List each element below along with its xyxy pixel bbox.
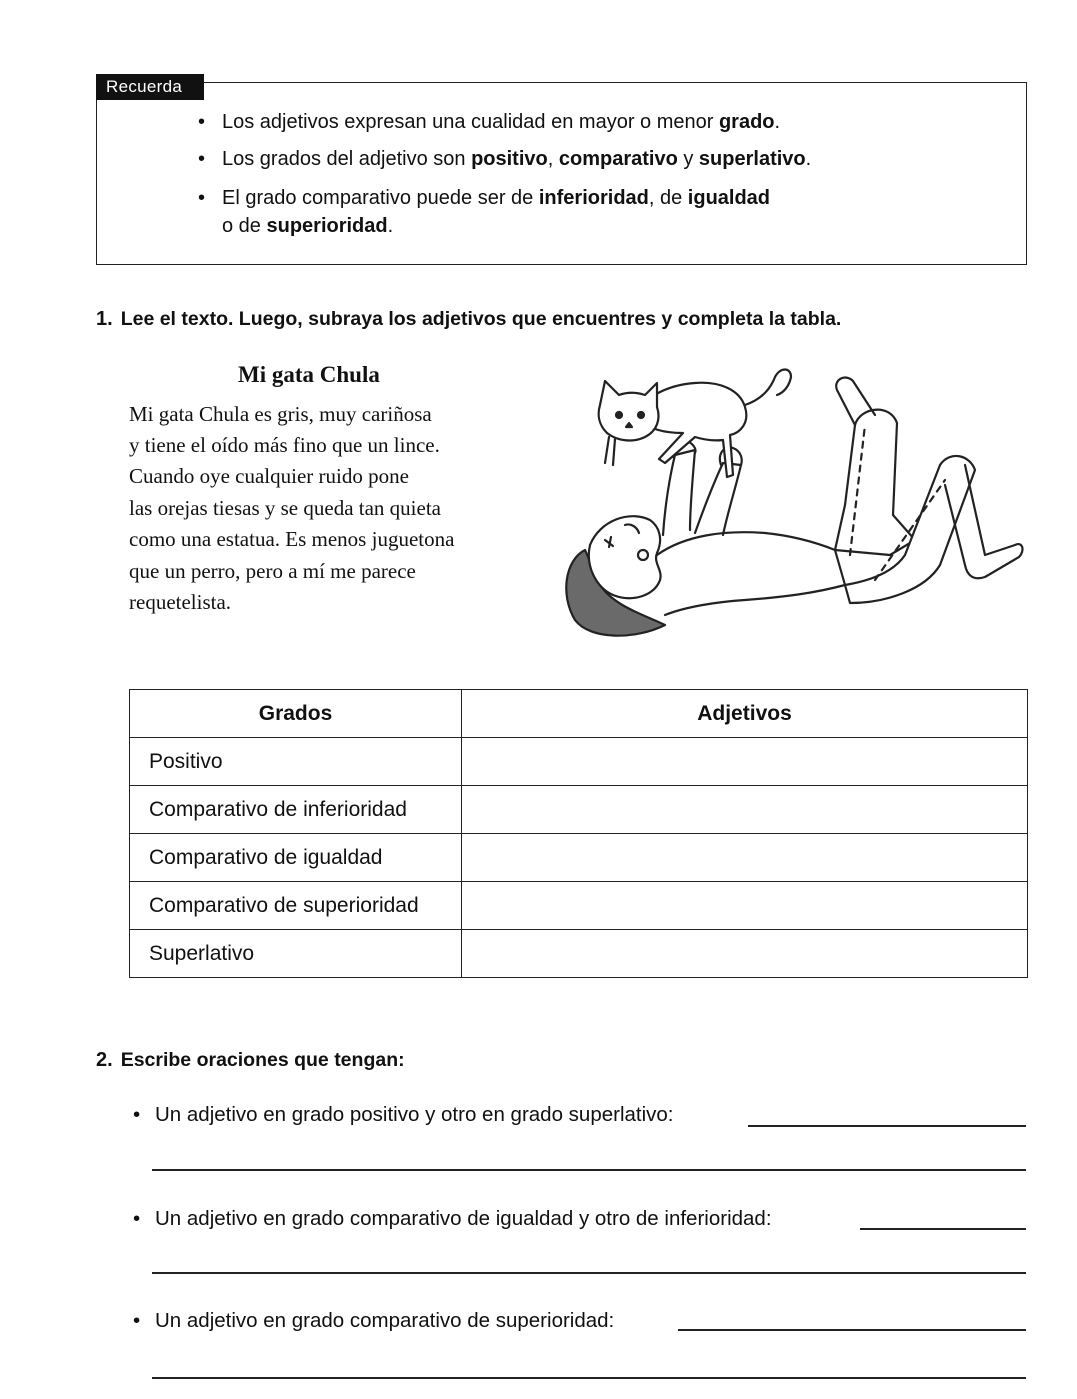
poem-line: que un perro, pero a mí me parece — [129, 559, 416, 583]
table-row — [130, 834, 1028, 882]
exercise-1-heading: 1. Lee el texto. Luego, subraya los adjetivos que encuentres y completa la tabla. — [96, 308, 842, 330]
answer-line[interactable] — [678, 1329, 1026, 1331]
answer-line[interactable] — [860, 1228, 1026, 1230]
girl-and-cat-illustration — [545, 345, 1025, 645]
answer-line[interactable] — [748, 1125, 1026, 1127]
exercise-2-heading: 2. Escribe oraciones que tengan: — [96, 1049, 405, 1071]
rule-1: • Los adjetivos expresan una cualidad en mayor o menor grado. — [222, 108, 780, 136]
recuerda-tag: Recuerda — [96, 74, 204, 100]
grado-cell: Comparativo de inferioridad — [130, 786, 462, 834]
table-header-grados: Grados — [130, 690, 462, 738]
table-row — [130, 786, 1028, 834]
poem-line: requetelista. — [129, 590, 232, 614]
table-row — [130, 882, 1028, 930]
adjetivos-cell[interactable] — [462, 738, 1028, 786]
rule-2: • Los grados del adjetivo son positivo, comparativo y superlativo. — [222, 145, 811, 173]
adjetivos-cell[interactable] — [462, 834, 1028, 882]
prompt-1: • Un adjetivo en grado positivo y otro en grado superlativo: — [155, 1101, 674, 1129]
table-header-adjetivos: Adjetivos — [462, 690, 1028, 738]
poem-line: las orejas tiesas y se queda tan quieta — [129, 496, 441, 520]
grado-cell: Comparativo de igualdad — [130, 834, 462, 882]
poem-line: y tiene el oído más fino que un lince. — [129, 433, 440, 457]
grado-cell: Positivo — [130, 738, 462, 786]
adjetivos-cell[interactable] — [462, 786, 1028, 834]
grado-cell: Comparativo de superioridad — [130, 882, 462, 930]
adjetivos-cell[interactable] — [462, 882, 1028, 930]
poem-line: Cuando oye cualquier ruido pone — [129, 464, 409, 488]
prompt-2: • Un adjetivo en grado comparativo de igualdad y otro de inferioridad: — [155, 1205, 772, 1233]
poem-line: como una estatua. Es menos juguetona — [129, 527, 455, 551]
grados-table — [129, 689, 1028, 978]
poem-line: Mi gata Chula es gris, muy cariñosa — [129, 402, 432, 426]
poem-title: Mi gata Chula — [238, 362, 380, 387]
answer-line[interactable] — [152, 1377, 1026, 1379]
rule-3: • El grado comparativo puede ser de inferioridad, de igualdad o de superioridad. — [222, 184, 770, 240]
prompt-3: • Un adjetivo en grado comparativo de superioridad: — [155, 1307, 614, 1335]
adjetivos-cell[interactable] — [462, 930, 1028, 978]
table-row — [130, 738, 1028, 786]
answer-line[interactable] — [152, 1272, 1026, 1274]
grado-cell: Superlativo — [130, 930, 462, 978]
answer-line[interactable] — [152, 1169, 1026, 1171]
table-row — [130, 930, 1028, 978]
